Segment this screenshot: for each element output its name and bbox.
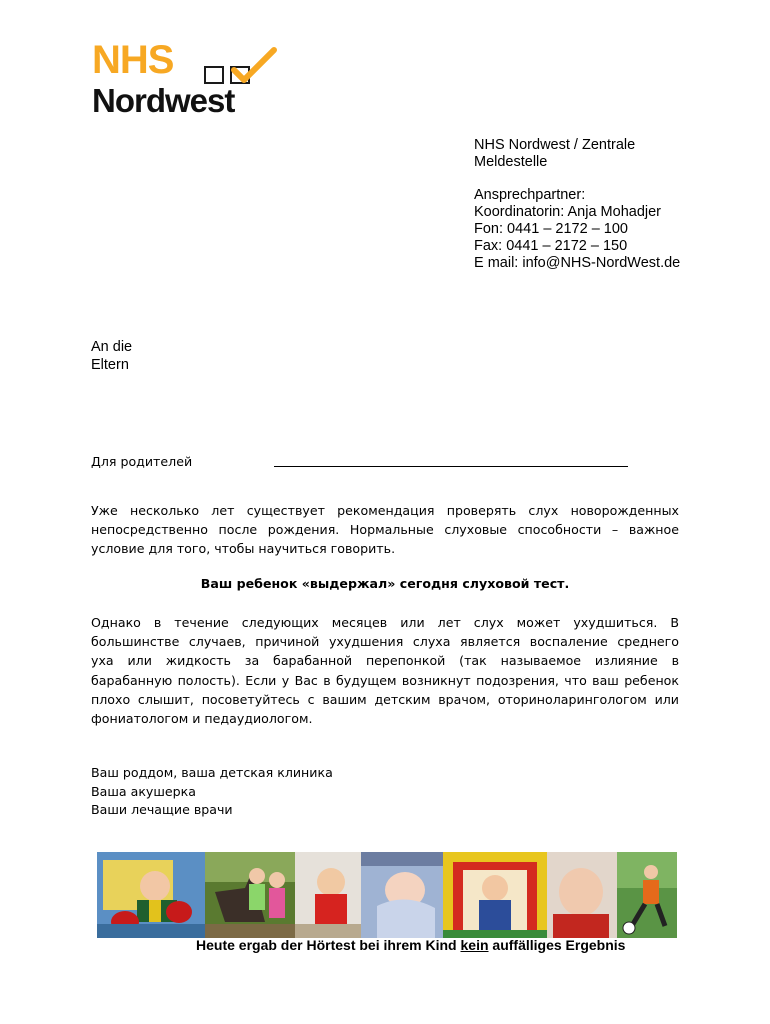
photo-newborn-sleeping [361,852,443,938]
test-passed-statement: Ваш ребенок «выдержал» сегодня слуховой тест. [200,576,570,591]
sender-spacer [474,171,680,188]
sender-line: Koordinatorin: Anja Mohadjer [474,204,662,221]
paragraph-line: уха или жидкость за барабанной перепонкой (так называемое излияние в [91,653,679,669]
paragraph-intro [91,501,679,559]
caption-text-before: Heute ergab der Hörtest bei ihrem Kind [196,937,461,953]
photo-caption [196,937,625,953]
sender-line: Fax: 0441 – 2172 – 150 [474,237,628,254]
logo-text-nhs: NHS [92,38,174,82]
paragraph-line: непосредственно после рождения. Нормальные слуховые способности – важное [91,522,679,538]
paragraph-line: плохо слышит, посоветуйтесь с вашим детским врачом, оториноларингологом или [91,691,679,707]
recipient-address [91,339,132,374]
checkmark-icon [228,46,278,88]
name-blank-line [274,466,628,467]
sender-line: NHS Nordwest / Zentrale [474,137,636,153]
address-line: An die [91,339,133,355]
sender-line: Fon: 0441 – 2172 – 100 [474,220,628,237]
signature-line: Ваша акушерка [91,783,196,799]
photo-baby-boxing-gloves [97,852,205,938]
logo-text-nordwest: Nordwest [92,82,235,119]
caption-emphasis: kein [460,937,489,953]
paragraph-line: большинстве случаев, причиной ухудшения слуха является воспаление среднего [91,634,679,650]
caption-text-after: auffälliges Ergebnis [488,937,626,953]
paragraph-line: барабанную полость). Если у Вас в будущем возникнут подозрения, что ваш ребенок [91,672,679,688]
signature-line: Ваши лечащие врачи [91,802,233,817]
paragraph-line: фониатологом и педаудиологом. [91,711,313,727]
paragraph-line: условие для того, чтобы научиться говорить. [91,541,396,557]
children-photo-strip [97,852,677,938]
sender-line: Ansprechpartner: [474,187,586,204]
address-line: Eltern [91,356,129,373]
paragraph-line: Однако в течение следующих месяцев или лет слух может ухудшиться. В [91,615,679,630]
signature-line: Ваш роддом, ваша детская клиника [91,765,333,780]
paragraph-advice [91,613,679,728]
sender-block [474,137,680,271]
photo-child-play-frame [443,852,547,938]
signature-block [91,764,333,820]
photo-toddler-red-shirt [295,852,361,938]
photo-child-football [617,852,677,938]
for-parents-label: Для родителей [91,454,193,469]
nhs-nordwest-logo [92,38,282,124]
sender-line: Meldestelle [474,153,548,170]
sender-line: E mail: info@NHS-NordWest.de [474,254,681,271]
paragraph-line: Уже несколько лет существует рекомендация проверять слух новорожденных [91,503,679,518]
photo-baby-closeup [547,852,617,938]
photo-kids-with-donkey [205,852,295,938]
